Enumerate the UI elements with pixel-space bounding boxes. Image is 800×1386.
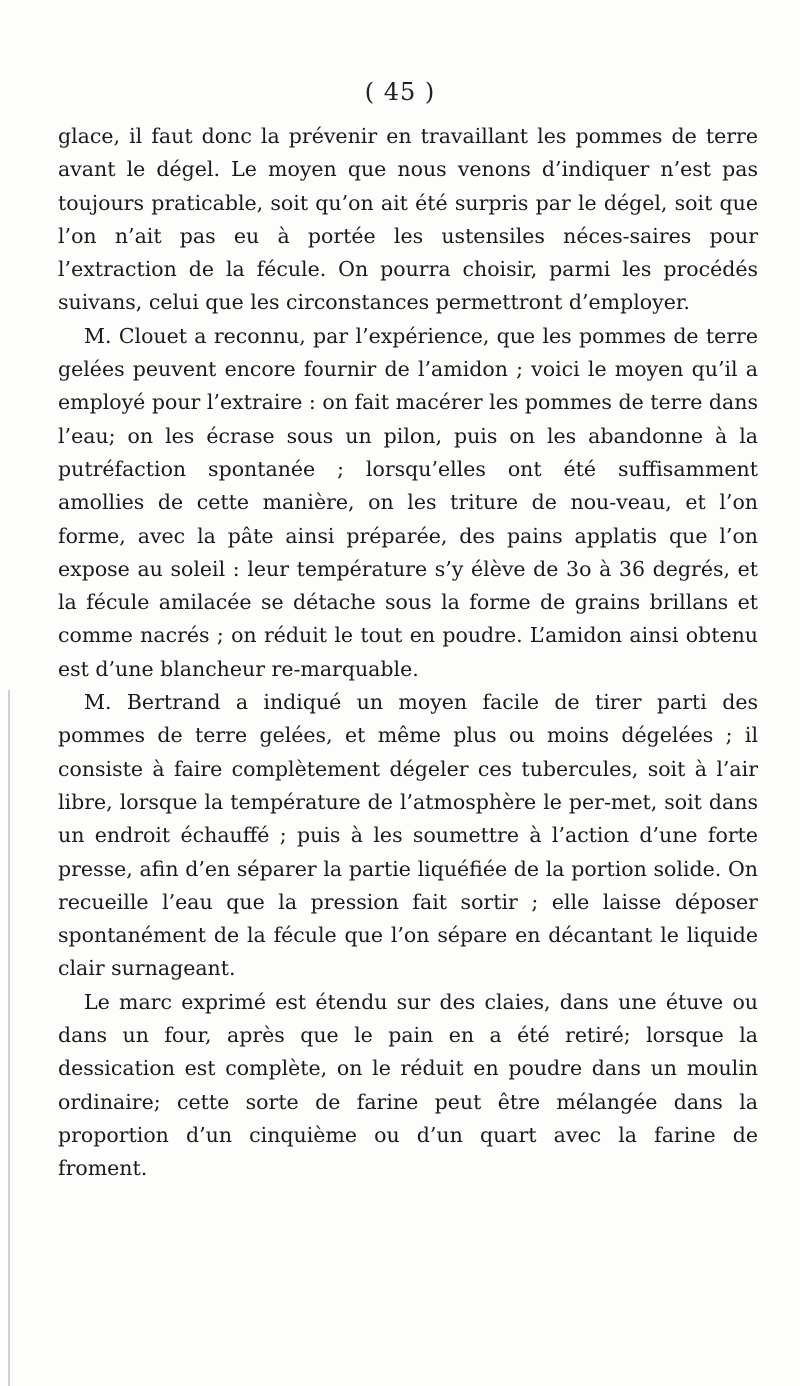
body-text bbox=[58, 120, 758, 1186]
paragraph-3: M. Bertrand a indiqué un moyen facile de tirer parti des pommes de terre gelées, et même plus ou moins dégelées ; il consiste à faire complètement dégeler ces tubercules, soit à l’air libre, lorsque la température de l’atmosphère le per-met, soit dans un endroit échauffé ; puis à les soumettre à l’action d’une forte presse, afin d’en séparer la partie liquéfiée de la portion solide. On recueille l’eau que la pression fait sortir ; elle laisse déposer spontanément de la fécule que l’on sépare en décantant le liquide clair surnageant. bbox=[58, 690, 758, 981]
page-number: ( 45 ) bbox=[364, 78, 436, 106]
binding-edge-line bbox=[8, 690, 10, 1386]
paragraph-4: Le marc exprimé est étendu sur des claies, dans une étuve ou dans un four, après que le pain en a été retiré; lorsque la dessication est complète, on le réduit en poudre dans un moulin ordinaire; cette sorte de farine peut être mélangée dans la proportion d’un cinquième ou d’un quart avec la farine de froment. bbox=[58, 989, 758, 1181]
paragraph-1: glace, il faut donc la prévenir en travaillant les pommes de terre avant le dégel. Le moyen que nous venons d’indiquer n’est pas toujours praticable, soit qu’on ait été surpris par le dégel, soit que l’on n’ait pas eu à portée les ustensiles néces-saires pour l’extraction de la fécule. On pourra choisir, parmi les procédés suivans, celui que les circonstances permettront d’employer. bbox=[58, 124, 758, 315]
paragraph-2: M. Clouet a reconnu, par l’expérience, que les pommes de terre gelées peuvent encore fournir de l’amidon ; voici le moyen qu’il a employé pour l’extraire : on fait macérer les pommes de terre dans l’eau; on les écrase sous un pilon, puis on les abandonne à la putréfaction spontanée ; lorsqu’elles ont été suffisamment amollies de cette manière, on les triture de nou-veau, et l’on forme, avec la pâte ainsi préparée, des pains applatis que l’on expose au soleil : leur température s’y élève de 3o à 36 degrés, et la fécule amilacée se détache sous la forme de grains brillans et comme nacrés ; on réduit le tout en poudre. L’amidon ainsi obtenu est d’une blancheur re-marquable. bbox=[58, 323, 758, 681]
